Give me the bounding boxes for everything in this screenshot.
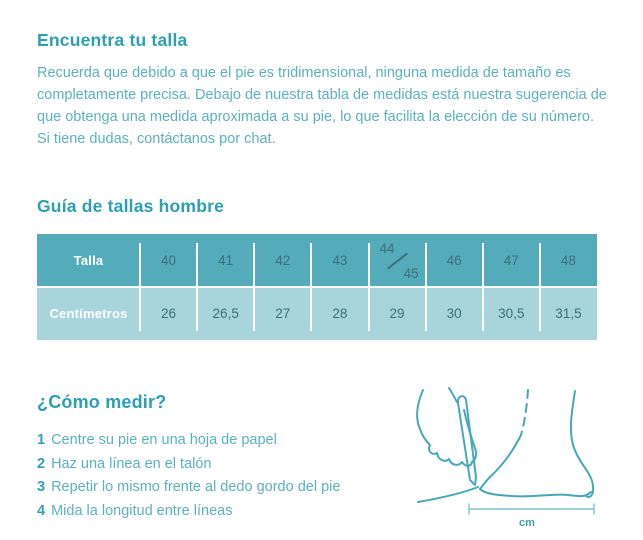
size-cell-bottom-value: 45	[403, 266, 419, 281]
cm-cell: 26,5	[212, 306, 239, 321]
size-row	[37, 234, 597, 287]
step-number: 3	[37, 479, 46, 496]
step-text: Haz una línea en el talón	[51, 455, 212, 472]
intro-line: Recuerda que debido a que el pie es tridimensional, ninguna medida de tamaño es	[37, 65, 571, 81]
hand-with-pencil-icon	[417, 388, 476, 485]
intro-line: Si tiene dudas, contáctanos por chat.	[37, 131, 276, 147]
step-item	[37, 500, 340, 524]
step-text: Repetir lo mismo frente al dedo gordo del pie	[51, 479, 341, 496]
cm-cell: 27	[275, 306, 291, 321]
column-divider	[310, 243, 312, 331]
cm-unit-label: cm	[519, 517, 535, 529]
centimeters-row	[37, 287, 597, 340]
measurement-line	[469, 504, 594, 514]
centimeters-row-label: Centímetros	[49, 306, 128, 321]
step-number: 1	[37, 432, 46, 448]
cm-cell: 30,5	[498, 306, 525, 321]
column-divider	[139, 243, 141, 331]
cm-cell: 28	[332, 306, 348, 321]
size-cell: 40	[161, 253, 177, 268]
step-text: Mida la longitud entre líneas	[51, 503, 233, 520]
size-cell-top-value: 44	[379, 241, 395, 256]
step-item	[37, 476, 340, 500]
size-guide-title: Guía de tallas hombre	[37, 196, 225, 216]
column-divider	[253, 243, 255, 331]
column-divider	[425, 243, 427, 331]
size-cell-combined	[369, 234, 426, 287]
cm-cell: 29	[389, 306, 405, 321]
size-cell: 48	[560, 253, 576, 268]
cm-cell: 30	[446, 306, 462, 321]
column-divider	[539, 243, 541, 331]
foot-outline-icon	[418, 390, 593, 502]
size-cell: 47	[503, 253, 519, 268]
foot-measure-illustration	[405, 385, 640, 540]
step-item	[37, 429, 340, 453]
size-cell: 42	[275, 253, 291, 268]
intro-line: completamente precisa. Debajo de nuestra tabla de medidas está nuestra sugerencia de	[37, 87, 607, 103]
size-row-label: Talla	[73, 253, 104, 268]
step-text: Centre su pie en una hoja de papel	[51, 432, 277, 448]
intro-line: que obtenga una medida aproximada a su pie, lo que facilita la elección de su número.	[37, 109, 595, 125]
step-number: 2	[37, 455, 46, 472]
column-divider	[368, 243, 370, 331]
intro-paragraph	[37, 62, 627, 150]
size-cell: 43	[332, 253, 348, 268]
find-your-size-title: Encuentra tu talla	[37, 30, 188, 50]
size-cell: 41	[218, 253, 234, 268]
size-cell: 46	[446, 253, 462, 268]
cm-cell: 26	[161, 306, 177, 321]
step-number: 4	[37, 503, 46, 520]
how-to-measure-title: ¿Cómo medir?	[37, 392, 167, 412]
step-item	[37, 453, 340, 477]
size-table	[37, 234, 597, 340]
measuring-steps-list	[37, 429, 340, 524]
cm-cell: 31,5	[555, 306, 582, 321]
row-divider	[37, 286, 597, 288]
column-divider	[482, 243, 484, 331]
column-divider	[196, 243, 198, 331]
